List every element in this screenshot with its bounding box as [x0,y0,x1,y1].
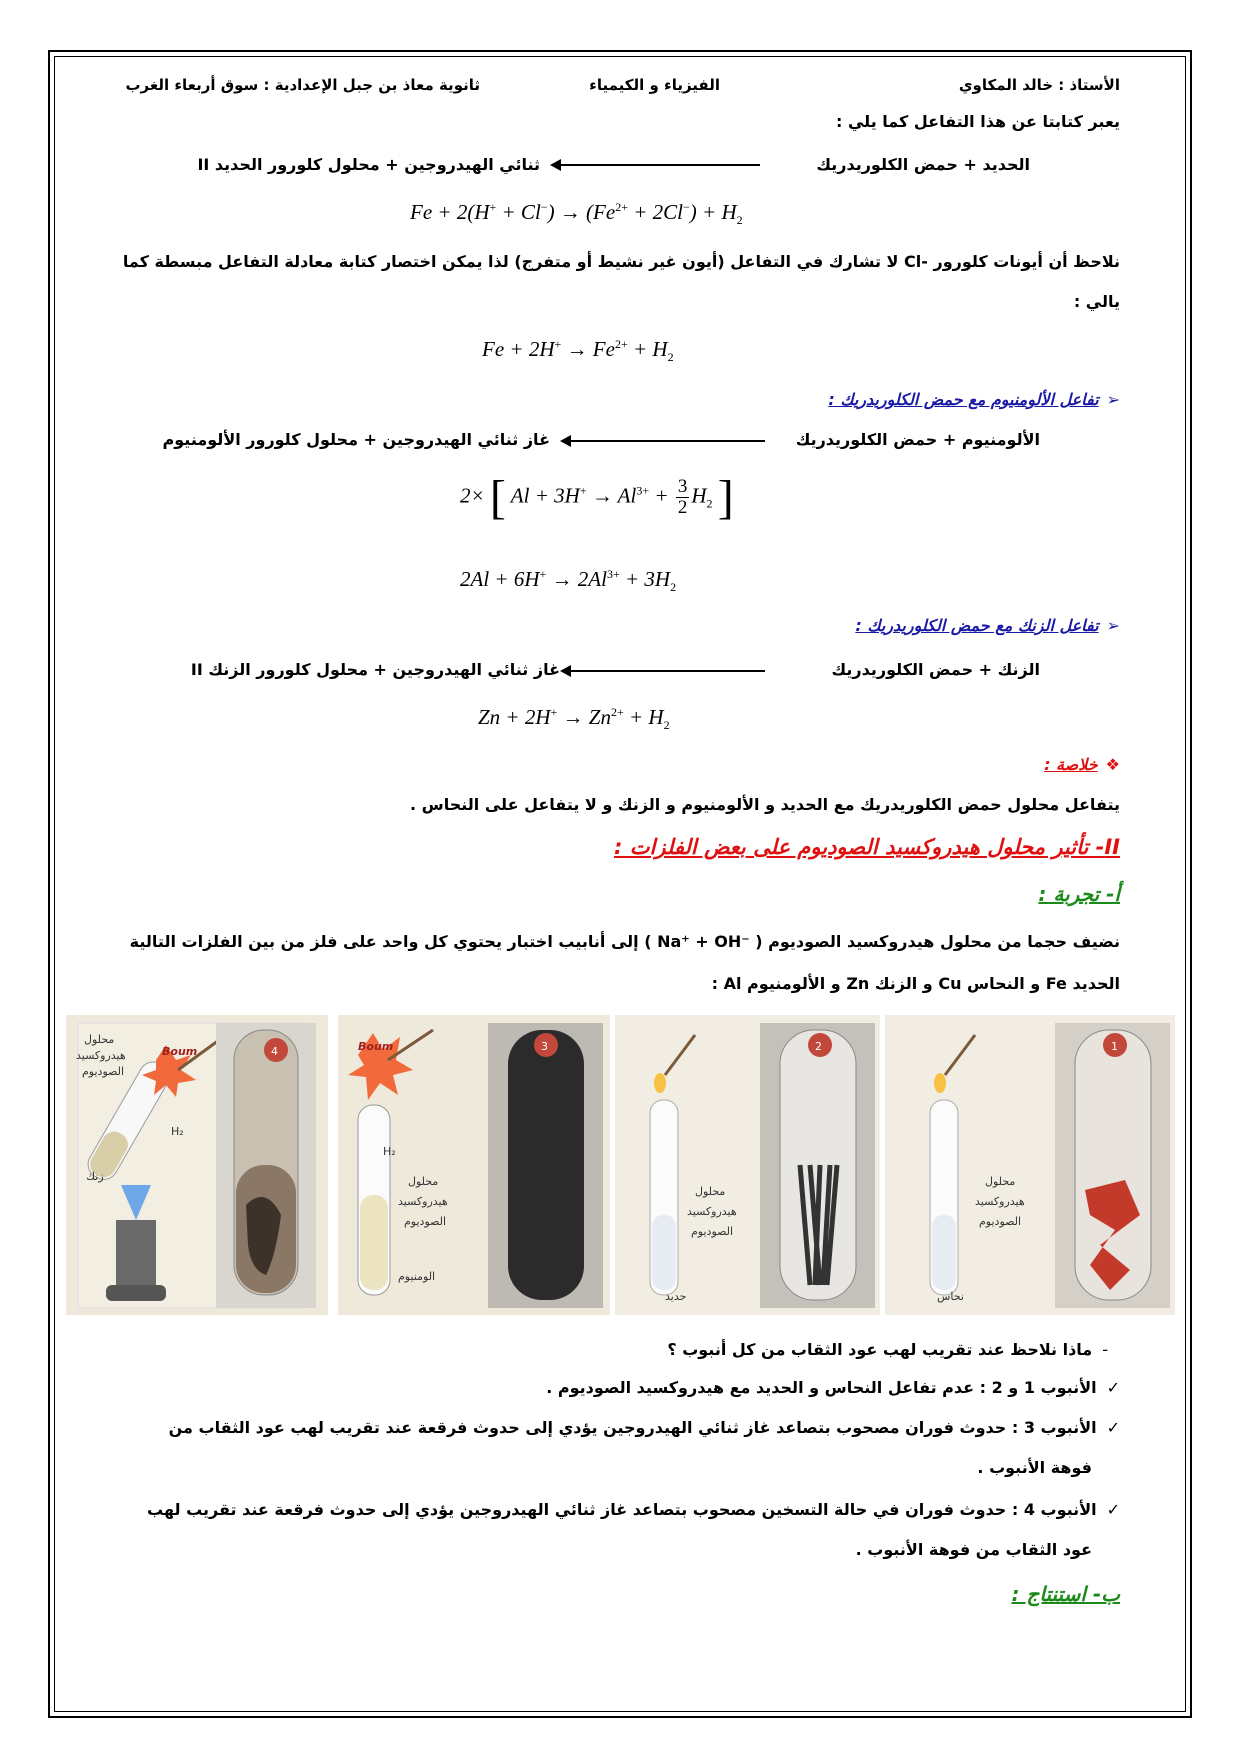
answer-2-text: الأنبوب 3 : حدوث فوران مصحوب بتصاعد غاز ثنائي الهيدروجين يؤدي إلى حدوث فرقعة عند تقريب لهب عود الثقاب من [168,1418,1097,1437]
svg-text:الصوديوم: الصوديوم [82,1065,125,1078]
diamond-bullet-icon: ❖ [1105,755,1120,774]
checkmark-icon: ✓ [1106,1418,1120,1437]
iron-equation-full: $Fe + 2(H^+ + Cl^-) \to (Fe^{2+} + 2Cl^-) + H_2$ [410,200,743,228]
svg-text:هيدروكسيد: هيدروكسيد [687,1205,737,1218]
svg-text:هيدروكسيد: هيدروكسيد [975,1195,1025,1208]
checkmark-icon: ✓ [1106,1378,1120,1397]
iron-products: ثنائي الهيدروجين + محلول كلورور الحديد II [197,155,540,174]
question-line [667,1340,1108,1359]
photo-tube-2-iron [615,1015,880,1315]
svg-text:محلول: محلول [695,1185,726,1198]
tube-number-3: 3 [541,1040,548,1053]
tube-number-1: 1 [1111,1040,1118,1053]
subject-name: الفيزياء و الكيمياء [589,76,720,94]
teacher-name: الأستاذ : خالد المكاوي [958,76,1120,94]
svg-text:H₂: H₂ [171,1125,184,1138]
svg-text:الصوديوم: الصوديوم [691,1225,734,1238]
answer-2-line-1 [169,1418,1120,1437]
answer-1 [546,1378,1120,1397]
zinc-heading [855,616,1120,635]
experiment-line-1: نضيف حجما من محلول هيدروكسيد الصوديوم ( ⁻Na⁺ + OH ) إلى أنابيب اختبار يحتوي كل واحد على فلز من بين الفلزات التالية [129,932,1120,951]
experiment-line-2: الحديد Fe و النحاس Cu و الزنك Zn و الألومنيوم Al : [711,974,1120,993]
svg-text:محلول: محلول [985,1175,1016,1188]
svg-text:محلول: محلول [84,1033,115,1046]
summary-text: يتفاعل محلول حمض الكلوريدريك مع الحديد و الألومنيوم و الزنك و لا يتفاعل على النحاس . [410,795,1120,814]
photo-tube-3-aluminium [338,1015,610,1315]
summary-title: خلاصة : [1044,755,1098,774]
conclusion-title: ب- استنتاج : [1011,1582,1120,1606]
triangle-bullet-icon: ➢ [1106,616,1120,635]
section2-title: II- تأثير محلول هيدروكسيد الصوديوم على بعض الفلزات : [614,835,1120,859]
svg-text:هيدروكسيد: هيدروكسيد [398,1195,448,1208]
svg-text:حديد: حديد [665,1290,687,1303]
aluminium-products: غاز ثنائي الهيدروجين + محلول كلورور الألومنيوم [162,430,550,449]
aluminium-equation-bracket: 2× [ $Al + 3H^+ \to Al^{3+}$ + $\frac{3}{2}$ $H_2$ ] [460,471,734,524]
reaction-arrow [570,670,765,672]
iron-note-2: يالي : [1073,292,1120,311]
zinc-title: تفاعل الزنك مع حمض الكلوريدريك : [855,616,1099,635]
aluminium-heading [828,390,1120,409]
svg-text:H₂: H₂ [383,1145,396,1158]
answer-2-line-2: فوهة الأنبوب . [977,1458,1092,1477]
svg-text:هيدروكسيد: هيدروكسيد [76,1049,126,1062]
experiment-title: أ- تجربة : [1038,882,1120,906]
zinc-reactants: الزنك + حمض الكلوريدريك [831,660,1040,679]
svg-text:نحاس: نحاس [937,1290,964,1303]
dash-bullet-icon: - [1102,1340,1108,1359]
triangle-bullet-icon: ➢ [1106,390,1120,409]
svg-text:الصوديوم: الصوديوم [979,1215,1022,1228]
answer-1-text: الأنبوب 1 و 2 : عدم تفاعل النحاس و الحديد مع هيدروكسيد الصوديوم . [546,1378,1097,1397]
summary-heading [1044,755,1120,774]
zinc-products: غاز ثنائي الهيدروجين + محلول كلورور الزنك II [190,660,560,679]
svg-text:زنك: زنك [86,1170,104,1183]
zinc-equation: $Zn + 2H^+ \to Zn^{2+} + H_2$ [478,705,670,733]
reaction-arrow [560,164,760,166]
iron-reactants: الحديد + حمض الكلوريدريك [816,155,1030,174]
aluminium-title: تفاعل الألومنيوم مع حمض الكلوريدريك : [828,390,1099,409]
svg-text:محلول: محلول [408,1175,439,1188]
photo-tube-4-zinc [66,1015,328,1315]
aluminium-equation-final: $2Al + 6H^+ \to 2Al^{3+} + 3H_2$ [460,567,677,595]
iron-intro: يعبر كتابتا عن هذا التفاعل كما يلي : [836,112,1120,131]
answer-3-line-2: عود الثقاب من فوهة الأنبوب . [855,1540,1092,1559]
checkmark-icon: ✓ [1106,1500,1120,1519]
question-text: ماذا نلاحظ عند تقريب لهب عود الثقاب من كل أنبوب ؟ [667,1340,1093,1359]
tube-number-2: 2 [815,1040,822,1053]
photo-tube-1-copper [885,1015,1175,1315]
answer-3-text: الأنبوب 4 : حدوث فوران في حالة التسخين مصحوب بتصاعد غاز ثنائي الهيدروجين يؤدي إلى حدوث فرقعة عند تقريب لهب [147,1500,1097,1519]
svg-text:الصوديوم: الصوديوم [404,1215,447,1228]
aluminium-reactants: الألومنيوم + حمض الكلوريدريك [795,430,1040,449]
svg-text:الومنيوم: الومنيوم [398,1270,436,1283]
iron-note-1: نلاحظ أن أيونات كلورور -Cl لا تشارك في التفاعل (أيون غير نشيط أو متفرج) لذا يمكن اختصار كتابة معادلة التفاعل مبسطة كما [122,252,1120,271]
iron-equation-simple: $Fe + 2H^+ \to Fe^{2+} + H_2$ [482,337,674,365]
reaction-arrow [570,440,765,442]
school-name: ثانوية معاذ بن جبل الإعدادية : سوق أربعاء الغرب [125,76,480,94]
answer-3-line-1 [147,1500,1120,1519]
svg-text:Boum: Boum [358,1040,394,1053]
svg-text:Boum: Boum [162,1045,198,1058]
tube-number-4: 4 [271,1045,278,1058]
